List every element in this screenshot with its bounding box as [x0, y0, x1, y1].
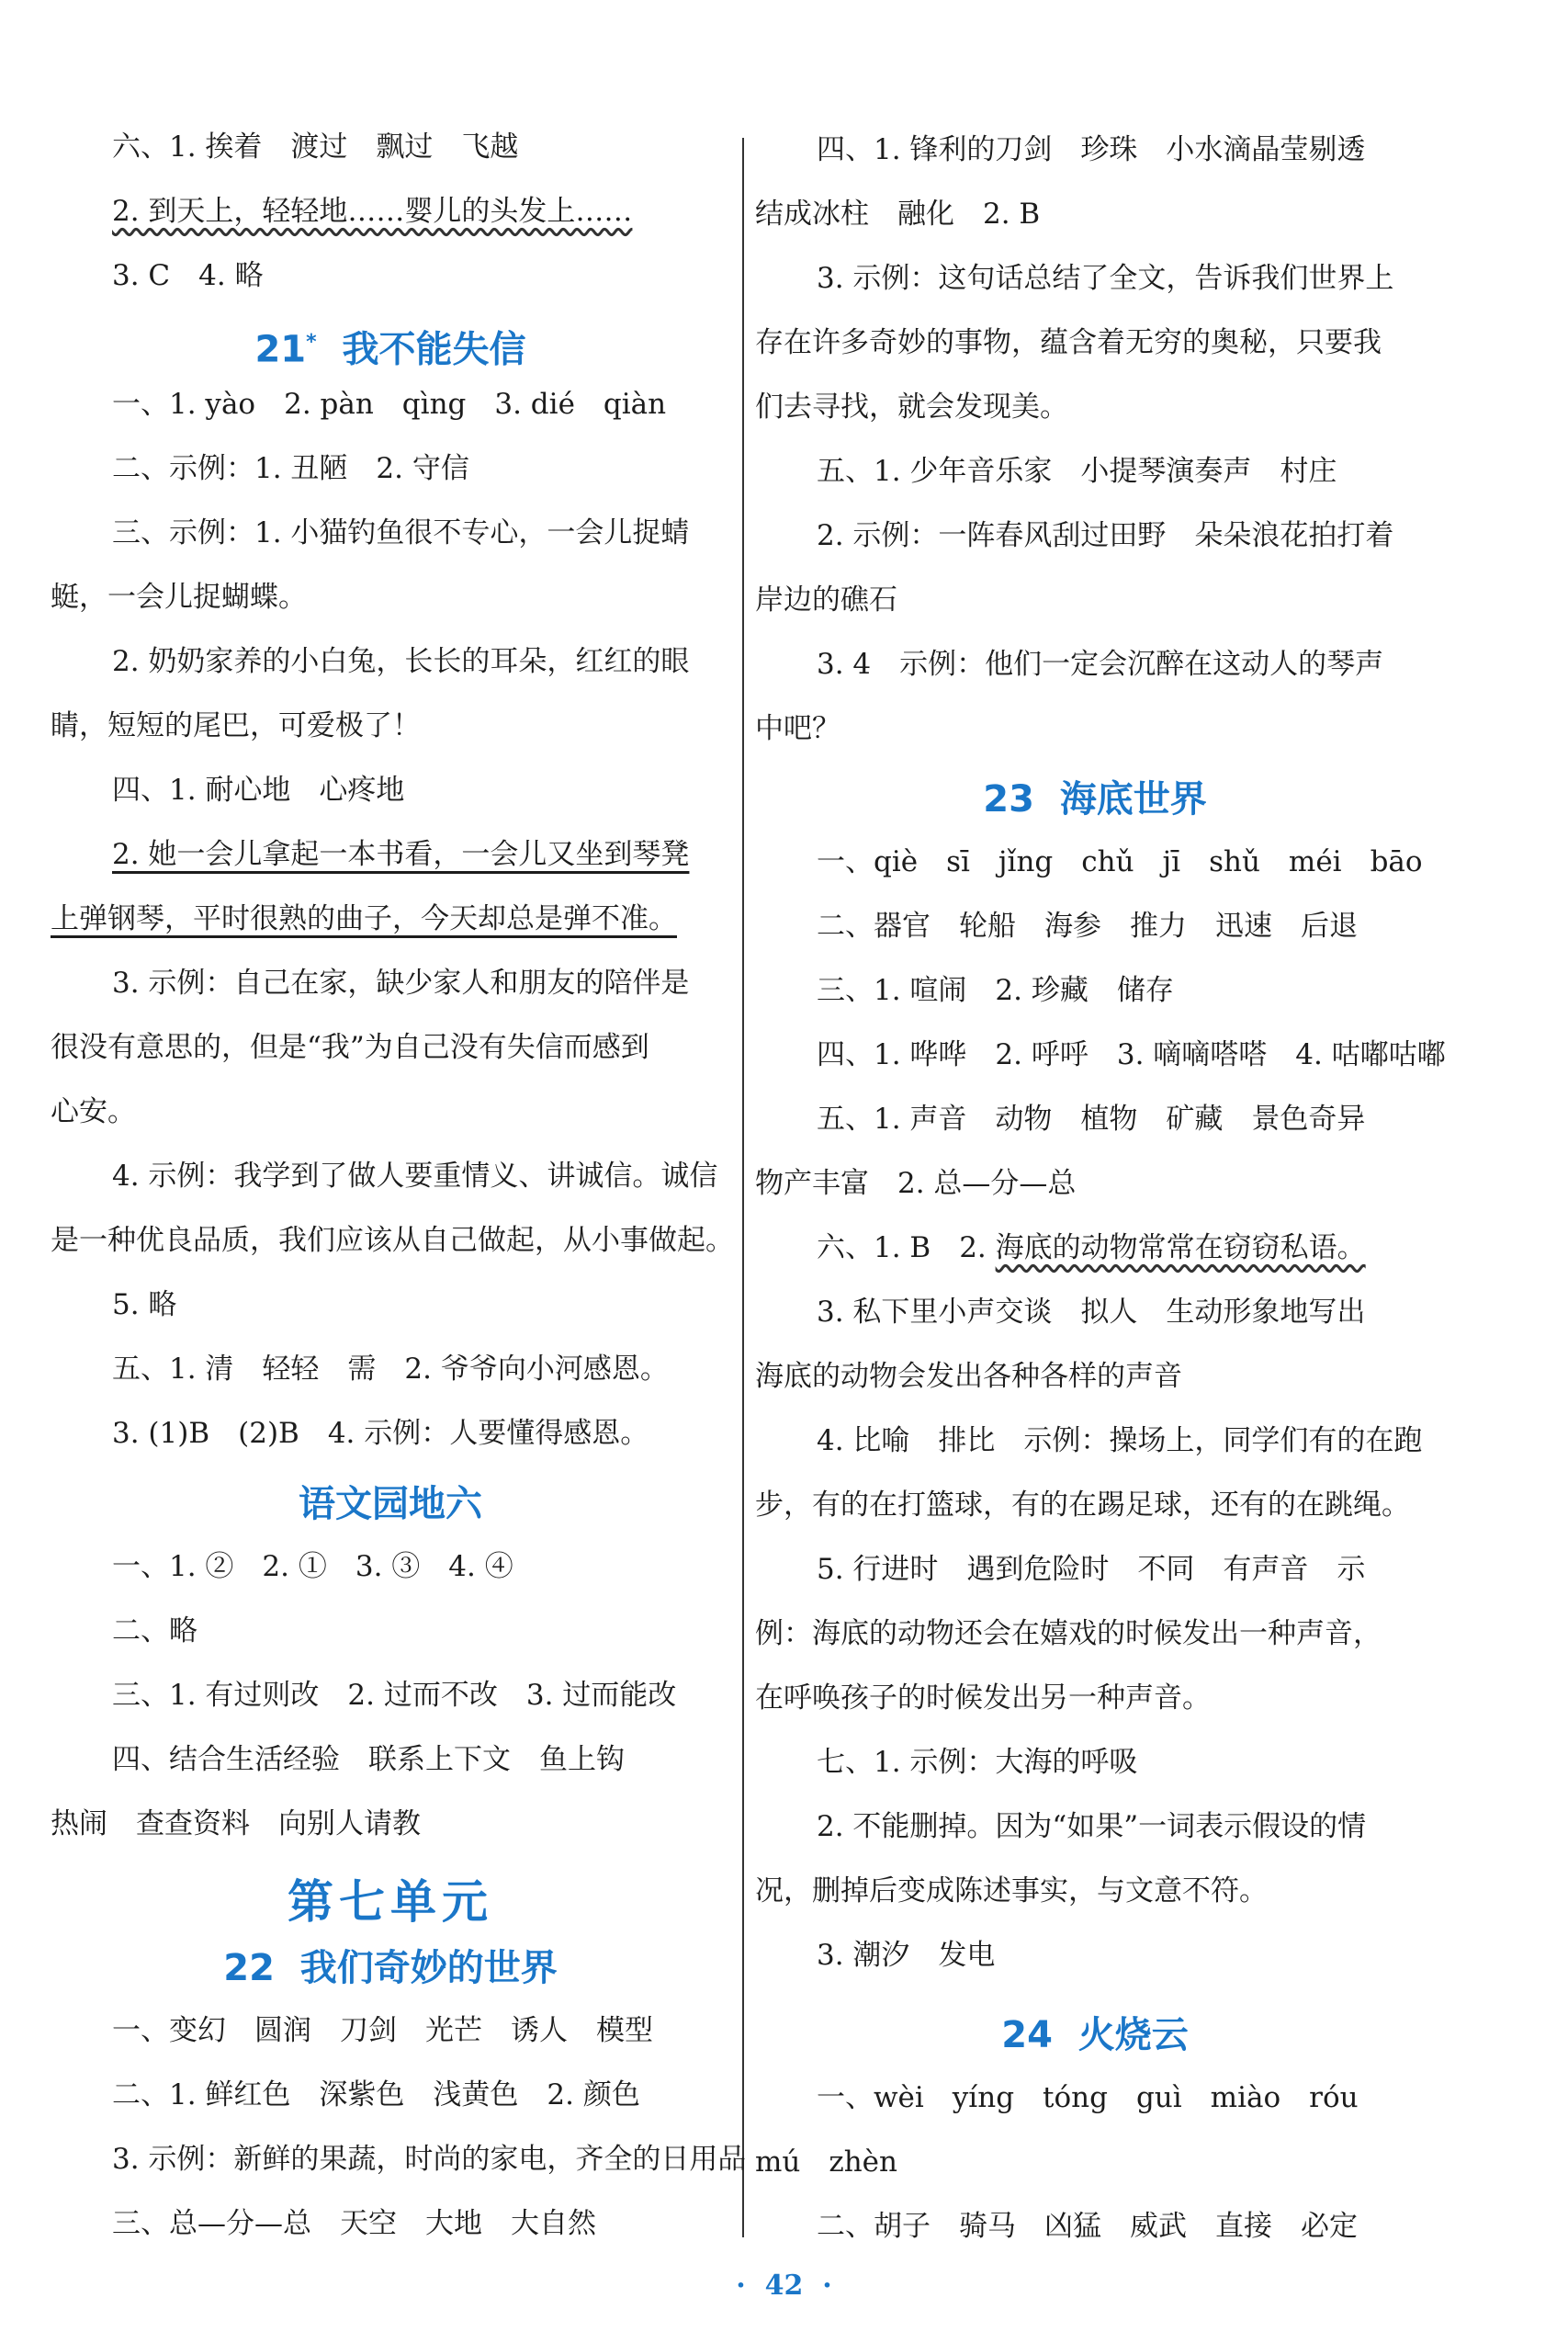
answer-line: 很没有意思的，但是“我”为自己没有失信而感到	[51, 1031, 649, 1064]
answer-line: 海底的动物会发出各种各样的声音	[755, 1360, 1182, 1393]
yuwen-yuandi-heading: 语文园地六	[299, 1483, 482, 1525]
answer-line: 心安。	[51, 1095, 136, 1128]
answer-line: 2. 她一会儿拿起一本书看，一会儿又坐到琴凳	[112, 838, 690, 871]
answer-line: 四、1. 哗哗 2. 呼呼 3. 嘀嘀嗒嗒 4. 咕嘟咕嘟	[817, 1038, 1446, 1071]
lesson-22-heading: 22 我们奇妙的世界	[223, 1947, 558, 1989]
answer-line: 一、变幻 圆润 刀剑 光芒 诱人 模型	[112, 2014, 653, 2047]
answer-line: 5. 行进时 遇到危险时 不同 有声音 示	[817, 1553, 1366, 1586]
answer-line: 中吧？	[755, 712, 840, 745]
answer-line: 3. 示例：自己在家，缺少家人和朋友的陪伴是	[112, 967, 690, 1000]
answer-line: 四、1. 锋利的刀剑 珍珠 小水滴晶莹剔透	[817, 133, 1366, 166]
answer-line: 四、结合生活经验 联系上下文 鱼上钩	[112, 1743, 625, 1776]
answer-line: 睛，短短的尾巴，可爱极了！	[51, 709, 421, 742]
answer-line: 三、总—分—总 天空 大地 大自然	[112, 2207, 596, 2240]
answer-line: 五、1. 少年音乐家 小提琴演奏声 村庄	[817, 455, 1337, 488]
answer-line: 们去寻找，就会发现美。	[755, 391, 1068, 424]
column-divider	[742, 138, 744, 2237]
answer-line: 二、器官 轮船 海参 推力 迅速 后退	[817, 910, 1358, 943]
answer-line: 物产丰富 2. 总—分—总	[755, 1167, 1077, 1200]
answer-line: 5. 略	[112, 1288, 177, 1321]
answer-line: 况，删掉后变成陈述事实，与文意不符。	[755, 1874, 1268, 1907]
answer-line: 六、1. 挨着 渡过 飘过 飞越	[112, 130, 519, 164]
answer-line: 在呼唤孩子的时候发出另一种声音。	[755, 1681, 1211, 1715]
answer-line: 一、qiè sī jǐng chǔ jī shǔ méi bāo	[817, 845, 1423, 878]
answer-line: 存在许多奇妙的事物，蕴含着无穷的奥秘，只要我	[755, 326, 1382, 359]
answer-line: 一、1. yào 2. pàn qìng 3. dié qiàn	[112, 388, 667, 421]
answer-line: 3. 示例：这句话总结了全文，告诉我们世界上	[817, 262, 1394, 295]
answer-line: 七、1. 示例：大海的呼吸	[817, 1746, 1138, 1779]
answer-line: 4. 示例：我学到了做人要重情义、讲诚信。诚信	[112, 1160, 718, 1193]
answer-line: 3. 示例：新鲜的果蔬，时尚的家电，齐全的日用品	[112, 2143, 747, 2176]
answer-line: 2. 不能删掉。因为“如果”一词表示假设的情	[817, 1810, 1367, 1843]
answer-line: 3. 潮汐 发电	[817, 1939, 996, 1972]
answer-line: 2. 示例：一阵春风刮过田野 朵朵浪花拍打着	[817, 519, 1394, 552]
answer-line: 二、1. 鲜红色 深紫色 浅黄色 2. 颜色	[112, 2078, 640, 2111]
answer-line: 3. C 4. 略	[112, 259, 264, 292]
answer-line: 上弹钢琴，平时很熟的曲子，今天却总是弹不准。	[51, 902, 677, 935]
answer-line: 六、1. B 2. 海底的动物常常在窃窃私语。	[817, 1231, 1366, 1264]
answer-line: 五、1. 声音 动物 植物 矿藏 景色奇异	[817, 1103, 1366, 1136]
answer-line: 3. 私下里小声交谈 拟人 生动形象地写出	[817, 1296, 1366, 1329]
answer-line: 2. 到天上，轻轻地……婴儿的头发上……	[112, 195, 633, 228]
answer-line: 3. 4 示例：他们一定会沉醉在这动人的琴声	[817, 648, 1384, 681]
answer-line: 四、1. 耐心地 心疼地	[112, 774, 405, 807]
answer-line: 三、1. 喧闹 2. 珍藏 储存	[817, 974, 1174, 1007]
answer-line: 结成冰柱 融化 2. B	[755, 198, 1041, 231]
lesson-21-heading: 21* 我不能失信	[254, 328, 526, 371]
unit-7-heading: 第七单元	[288, 1875, 493, 1929]
answer-line: 一、wèi yíng tóng guì miào róu	[817, 2081, 1359, 2114]
answer-line: 蜓，一会儿捉蝴蝶。	[51, 581, 307, 614]
answer-line: 二、略	[112, 1614, 197, 1647]
page-number: · 42 ·	[736, 2270, 832, 2302]
lesson-23-heading: 23 海底世界	[983, 778, 1207, 821]
answer-line: 3. (1)B (2)B 4. 示例：人要懂得感恩。	[112, 1417, 649, 1450]
answer-line: 二、胡子 骑马 凶猛 威武 直接 必定	[817, 2210, 1358, 2243]
lesson-24-heading: 24 火烧云	[1001, 2014, 1189, 2056]
answer-line: 2. 奶奶家养的小白兔，长长的耳朵，红红的眼	[112, 645, 690, 678]
answer-line: 例：海底的动物还会在嬉戏的时候发出一种声音，	[755, 1617, 1382, 1650]
answer-line: 三、1. 有过则改 2. 过而不改 3. 过而能改	[112, 1679, 677, 1712]
answer-line: 五、1. 清 轻轻 需 2. 爷爷向小河感恩。	[112, 1353, 669, 1386]
answer-line: 4. 比喻 排比 示例：操场上，同学们有的在跑	[817, 1424, 1423, 1457]
answer-line: 一、1. ② 2. ① 3. ③ 4. ④	[112, 1550, 513, 1583]
answer-line: 岸边的礁石	[755, 583, 897, 617]
answer-line: 二、示例：1. 丑陋 2. 守信	[112, 452, 469, 485]
answer-line: 热闹 查查资料 向别人请教	[51, 1807, 421, 1840]
answer-line: 是一种优良品质，我们应该从自己做起，从小事做起。	[51, 1224, 734, 1257]
answer-line: 步，有的在打篮球，有的在踢足球，还有的在跳绳。	[755, 1489, 1410, 1522]
answer-line: 三、示例：1. 小猫钓鱼很不专心，一会儿捉蜻	[112, 516, 690, 549]
answer-line: mú zhèn	[755, 2145, 897, 2179]
